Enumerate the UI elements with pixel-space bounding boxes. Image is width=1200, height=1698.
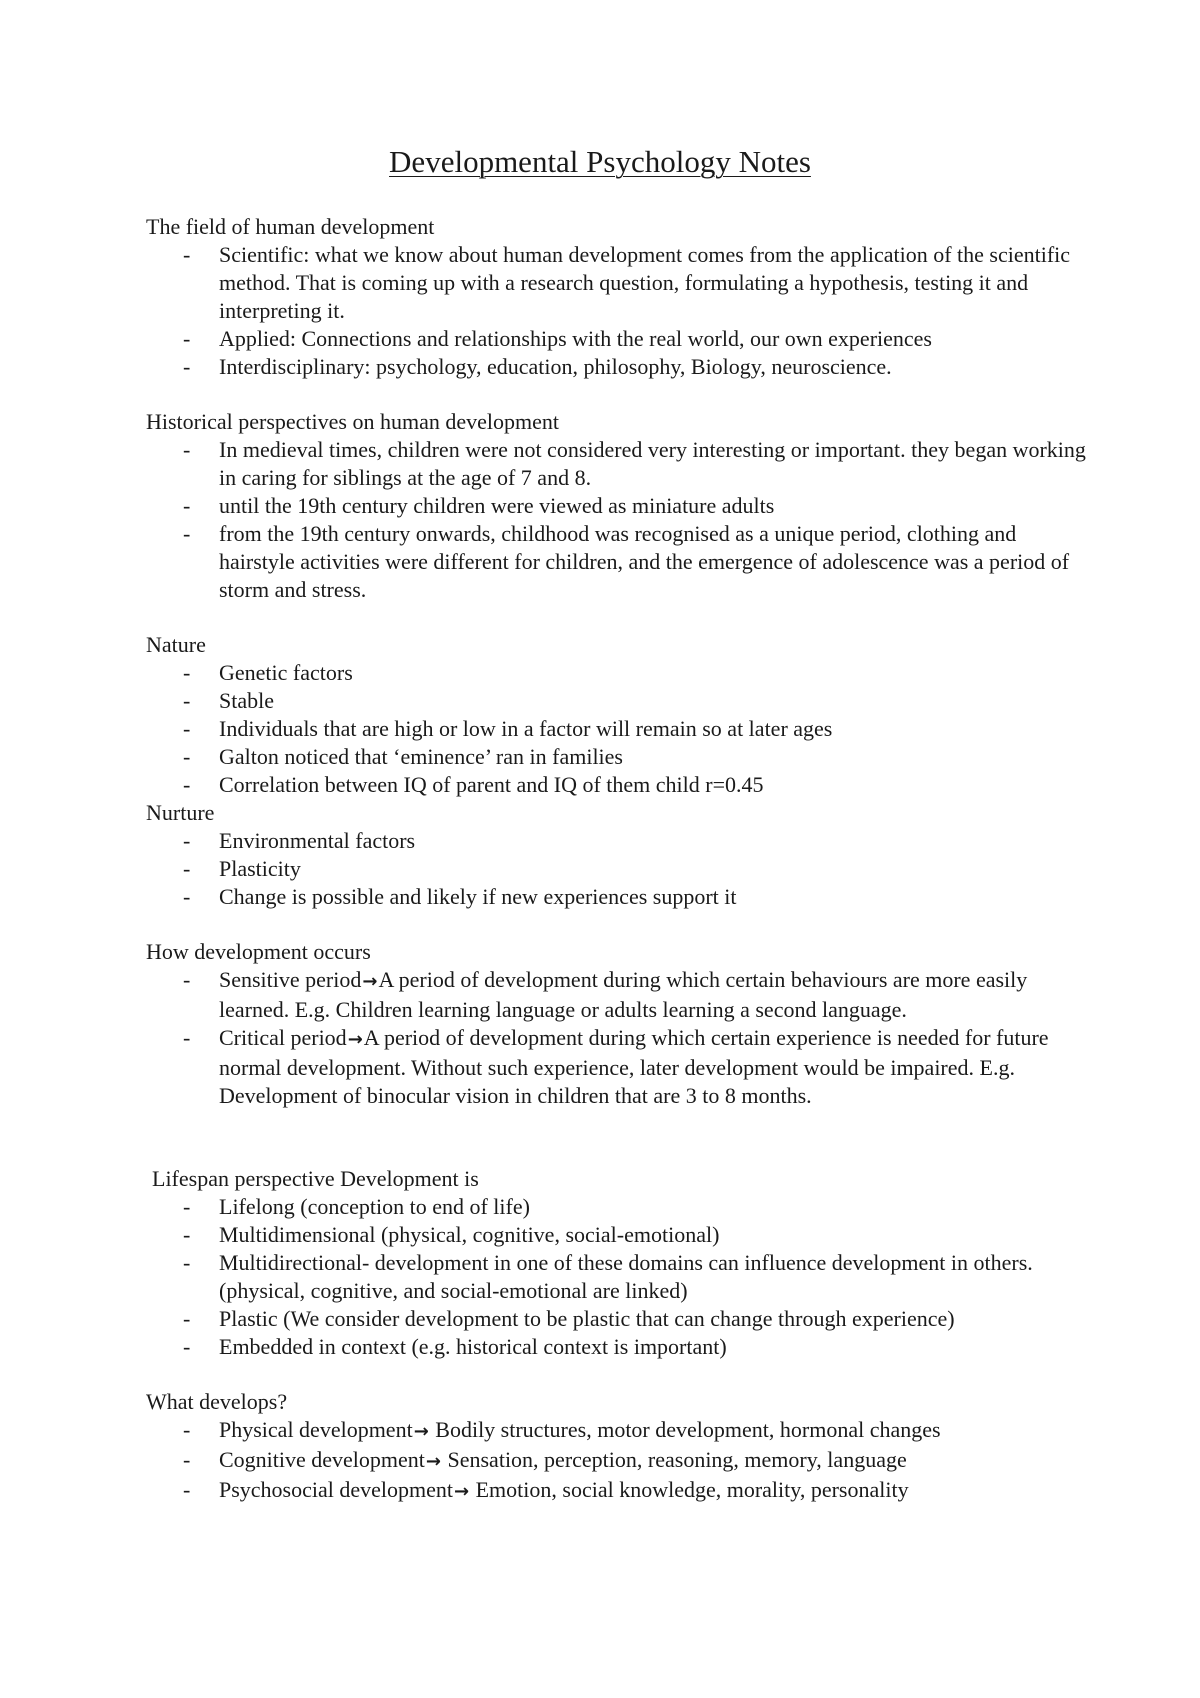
bullet-dash: - (183, 772, 191, 797)
item-text: Scientific: what we know about human development comes from the application of the scientific method. That is coming up with a research question, formulating a hypothesis, testing it and interpreting it. (219, 242, 1071, 323)
item-text: Interdisciplinary: psychology, education, philosophy, Biology, neuroscience. (219, 354, 892, 379)
arrow-icon: → (413, 1421, 429, 1442)
item-text: Environmental factors (219, 828, 416, 853)
arrow-icon: → (347, 1029, 363, 1050)
bullet-dash: - (183, 856, 191, 881)
item-text: Lifelong (conception to end of life) (219, 1194, 530, 1219)
arrow-icon: → (454, 1481, 470, 1502)
bullet-dash: - (183, 521, 191, 546)
section-heading: Historical perspectives on human development (146, 409, 559, 434)
list-item (146, 492, 1086, 520)
item-text: from the 19th century onwards, childhood was recognised as a unique period, clothing and hairstyle activities were different for children, and the emergence of adolescence was a period of storm and stress. (219, 521, 1070, 602)
bullet-dash: - (183, 1025, 191, 1050)
bullet-dash: - (183, 1477, 191, 1502)
section-lifespan-perspective-development-is (146, 1165, 1086, 1361)
bullet-dash: - (183, 437, 191, 462)
bullet-list (146, 966, 1086, 1110)
bullet-dash: - (183, 1250, 191, 1275)
bullet-list (146, 659, 1086, 799)
section-spacer (146, 381, 1086, 408)
list-item (146, 715, 1086, 743)
bullet-dash: - (183, 493, 191, 518)
item-text: Individuals that are high or low in a factor will remain so at later ages (219, 716, 833, 741)
bullet-list (146, 1416, 1086, 1506)
bullet-dash: - (183, 1194, 191, 1219)
item-text: Embedded in context (e.g. historical context is important) (219, 1334, 727, 1359)
list-item (146, 1476, 1086, 1506)
bullet-dash: - (183, 716, 191, 741)
item-text: Multidirectional- development in one of these domains can influence development in others. (physical, cognitive, and social-emotional are linked) (219, 1250, 1033, 1303)
term: Sensitive period (219, 967, 362, 992)
bullet-dash: - (183, 326, 191, 351)
list-item (146, 771, 1086, 799)
bullet-dash: - (183, 744, 191, 769)
section-spacer (146, 1110, 1086, 1165)
bullet-dash: - (183, 884, 191, 909)
section-nature (146, 631, 1086, 799)
section-heading: What develops? (146, 1389, 288, 1414)
list-item (146, 1416, 1086, 1446)
bullet-dash: - (183, 1306, 191, 1331)
list-item (146, 827, 1086, 855)
item-text: A period of development during which certain behaviours are more easily learned. E.g. Children learning language or adults learning a second language. (219, 967, 1028, 1022)
section-spacer (146, 1361, 1086, 1388)
item-text: Genetic factors (219, 660, 353, 685)
list-item (146, 241, 1086, 325)
page-title: Developmental Psychology Notes (389, 144, 811, 179)
bullet-dash: - (183, 1334, 191, 1359)
list-item (146, 1193, 1086, 1221)
list-item (146, 1333, 1086, 1361)
list-item (146, 1305, 1086, 1333)
item-text: Sensation, perception, reasoning, memory, language (442, 1447, 907, 1472)
section-how-development-occurs (146, 938, 1086, 1110)
item-text: until the 19th century children were viewed as miniature adults (219, 493, 775, 518)
list-item (146, 353, 1086, 381)
item-text: Applied: Connections and relationships with the real world, our own experiences (219, 326, 932, 351)
item-text: A period of development during which certain experience is needed for future normal development. Without such experience, later development would be impaired. E.g. Development of binocular vision in children that are 3 to 8 months. (219, 1025, 1049, 1108)
list-item (146, 855, 1086, 883)
list-item (146, 325, 1086, 353)
term: Psychosocial development (219, 1477, 454, 1502)
bullet-list (146, 241, 1086, 381)
bullet-dash: - (183, 242, 191, 267)
item-text: Plastic (We consider development to be plastic that can change through experience) (219, 1306, 955, 1331)
list-item (146, 1446, 1086, 1476)
section-the-field-of-human-development (146, 213, 1086, 381)
item-text: Bodily structures, motor development, hormonal changes (429, 1417, 941, 1442)
list-item (146, 743, 1086, 771)
bullet-list (146, 1193, 1086, 1361)
item-text: Multidimensional (physical, cognitive, social-emotional) (219, 1222, 720, 1247)
item-text: Emotion, social knowledge, morality, personality (470, 1477, 909, 1502)
list-item (146, 520, 1086, 604)
bullet-dash: - (183, 1447, 191, 1472)
arrow-icon: → (362, 971, 378, 992)
list-item (146, 883, 1086, 911)
section-heading: The field of human development (146, 214, 435, 239)
notes-body (146, 213, 1086, 1506)
bullet-dash: - (183, 828, 191, 853)
bullet-list (146, 436, 1086, 604)
list-item (146, 1221, 1086, 1249)
list-item (146, 659, 1086, 687)
section-heading: Nature (146, 632, 206, 657)
bullet-dash: - (183, 660, 191, 685)
term: Critical period (219, 1025, 347, 1050)
item-text: Correlation between IQ of parent and IQ of them child r=0.45 (219, 772, 764, 797)
section-heading: How development occurs (146, 939, 371, 964)
term: Physical development (219, 1417, 413, 1442)
item-text: In medieval times, children were not considered very interesting or important. they began working in caring for siblings at the age of 7 and 8. (219, 437, 1086, 490)
section-heading: Nurture (146, 800, 215, 825)
item-text: Galton noticed that ‘eminence’ ran in families (219, 744, 623, 769)
section-spacer (146, 911, 1086, 938)
item-text: Plasticity (219, 856, 301, 881)
list-item (146, 966, 1086, 1024)
list-item (146, 436, 1086, 492)
section-historical-perspectives-on-human-development (146, 408, 1086, 604)
bullet-dash: - (183, 688, 191, 713)
bullet-list (146, 827, 1086, 911)
bullet-dash: - (183, 354, 191, 379)
bullet-dash: - (183, 1417, 191, 1442)
item-text: Change is possible and likely if new experiences support it (219, 884, 737, 909)
item-text: Stable (219, 688, 274, 713)
bullet-dash: - (183, 1222, 191, 1247)
list-item (146, 687, 1086, 715)
section-nurture (146, 799, 1086, 911)
list-item (146, 1249, 1086, 1305)
arrow-icon: → (425, 1451, 441, 1472)
section-heading: Lifespan perspective Development is (152, 1166, 479, 1191)
section-spacer (146, 604, 1086, 631)
term: Cognitive development (219, 1447, 425, 1472)
section-what-develops (146, 1388, 1086, 1506)
bullet-dash: - (183, 967, 191, 992)
list-item (146, 1024, 1086, 1110)
